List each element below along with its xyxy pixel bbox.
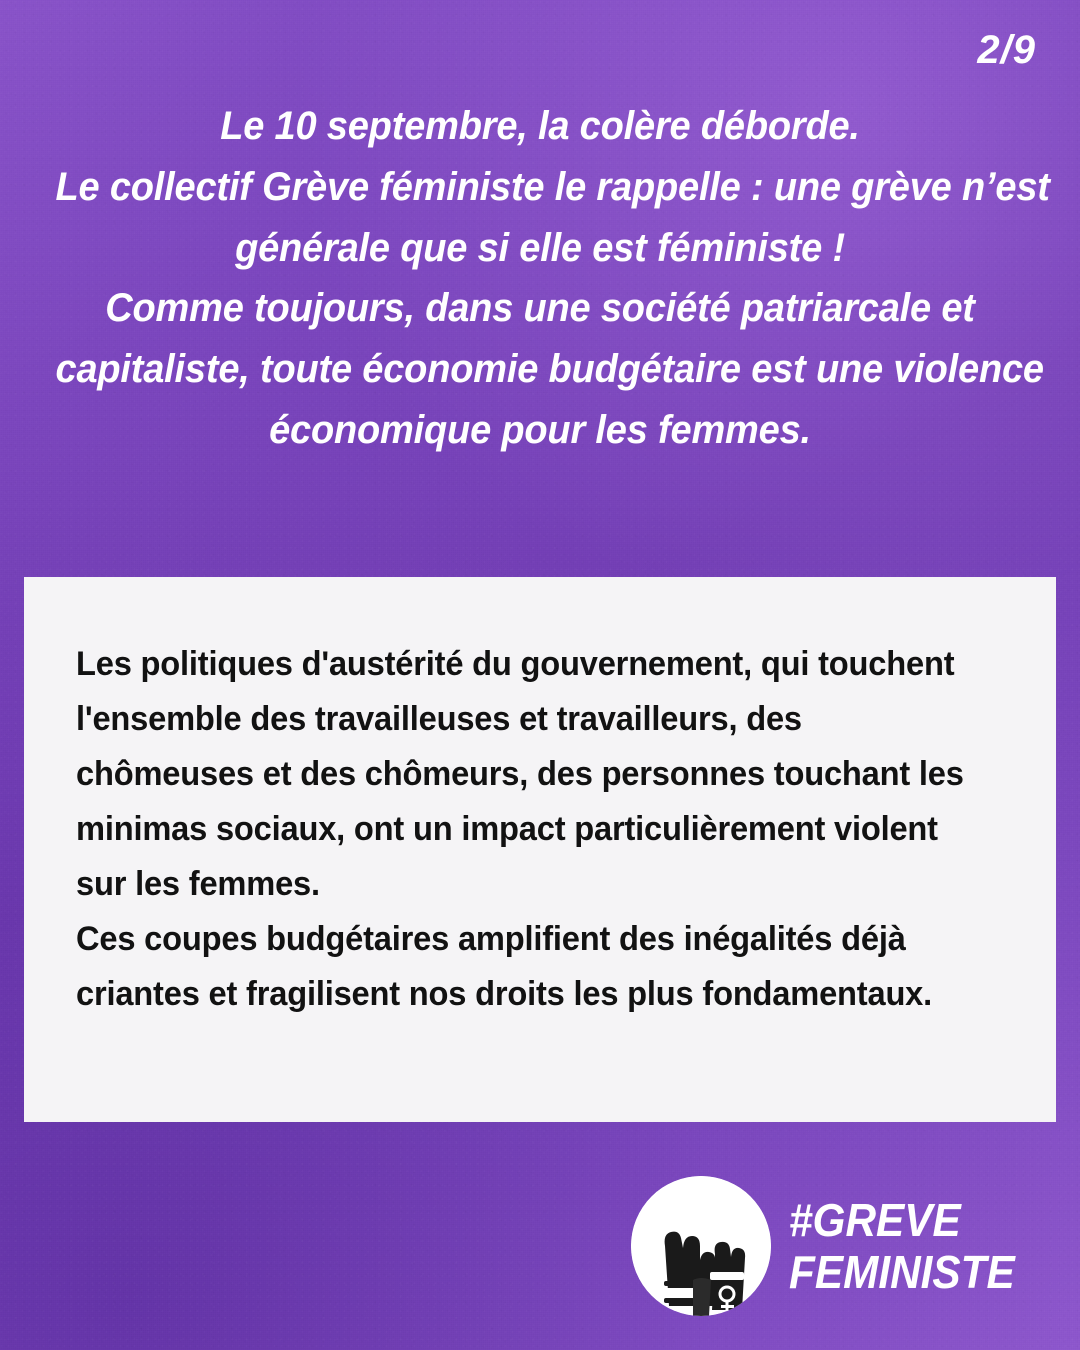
body-paragraph-1: Les politiques d'austérité du gouvernement, qui touchent l'ensemble des travailleuses et travailleurs, des chômeuses et des chômeurs, des personnes touchant les minimas sociaux, ont un impact particulièrement violent sur les femmes.: [76, 645, 964, 904]
headline: [55, 96, 1050, 461]
headline-line-5: capitaliste, toute économie budgétaire est une violence: [55, 347, 1044, 392]
headline-line-6: économique pour les femmes.: [269, 407, 811, 452]
headline-line-4: Comme toujours, dans une société patriarcale et: [105, 286, 975, 331]
body-text-card: [24, 577, 1056, 1122]
headline-line-1: Le 10 septembre, la colère déborde.: [220, 104, 860, 148]
brand-wordmark-line-1: #GREVE: [788, 1194, 961, 1246]
headline-line-2: Le collectif Grève féministe le rappelle : une grève n’est: [55, 164, 1050, 209]
raised-fists-badge-icon: [631, 1176, 771, 1316]
brand-wordmark-line-2: FEMINISTE: [788, 1246, 1015, 1298]
brand-wordmark: [788, 1194, 1015, 1298]
headline-line-3: générale que si elle est féministe !: [235, 225, 845, 270]
page-counter: 2/9: [977, 28, 1036, 72]
brand-logo: [631, 1176, 1034, 1316]
body-paragraph-2: Ces coupes budgétaires amplifient des inégalités déjà criantes et fragilisent nos droits les plus fondamentaux.: [76, 920, 933, 1014]
